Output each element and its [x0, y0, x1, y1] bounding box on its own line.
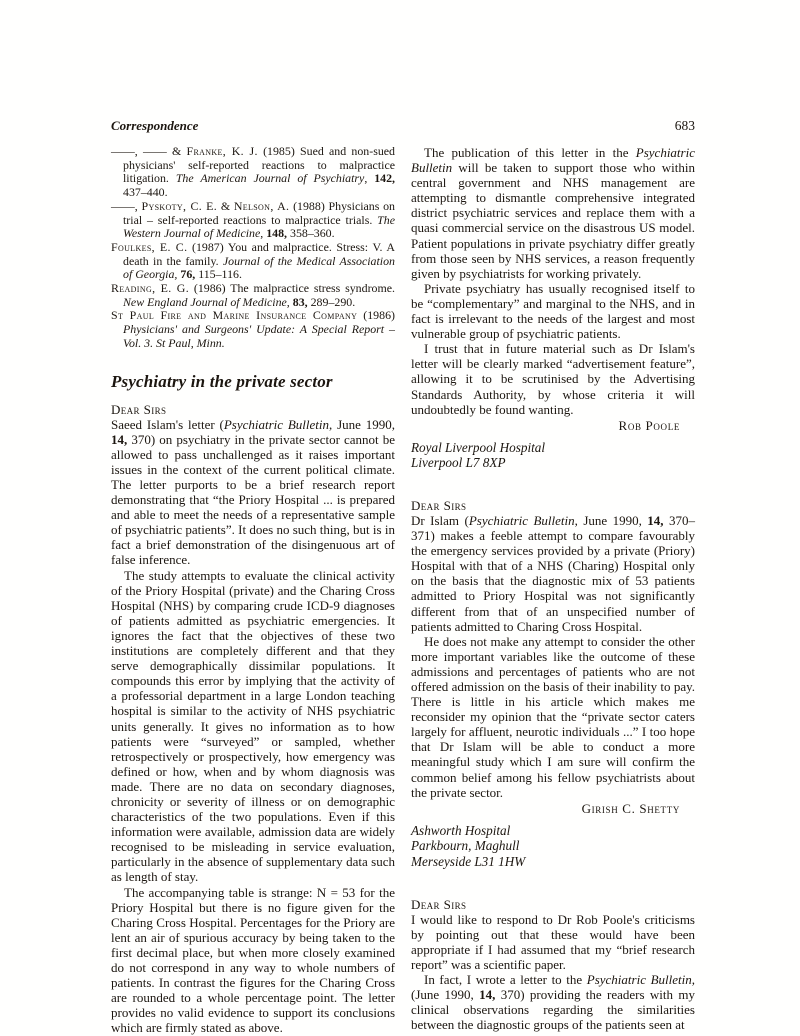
right-column — [411, 145, 695, 1035]
page-header — [111, 118, 695, 134]
body-paragraph: I would like to respond to Dr Rob Poole's criticisms by pointing out that these would have been appropriate if I had assumed that my “brief research report” was a scientific paper. — [411, 911, 695, 972]
address-line: Royal Liverpool Hospital — [411, 439, 546, 455]
signature: Girish C. Shetty — [581, 800, 680, 816]
body-paragraph: He does not make any attempt to consider the other more important variables like the outcome of these admissions and percentages of patients who are not offered admission on the basis of their inability to pay. There is little in his article which makes me reconsider my opinion that the “private sector caters largely for affluent, neurotic individuals ...” I too hope that Dr Islam will be able to conduct a more meaningful study which I am sure will confirm the common belief among his fellow psychiatrists about the private sector. — [411, 633, 695, 800]
reference-item: Foulkes, E. C. (1987) You and malpractice. Stress: V. A death in the family. Journal of the Medical Association of Georgia, 76, 115–116. — [111, 239, 396, 282]
address-line: Parkbourn, Maghull — [411, 838, 520, 854]
salutation: Dear Sirs — [111, 401, 167, 417]
salutation: Dear Sirs — [411, 497, 467, 513]
address — [411, 823, 695, 870]
body-paragraph: Private psychiatry has usually recognised itself to be “complementary” and marginal to the NHS, and in fact is irrelevant to the needs of the largest and most vulnerable group of psychiatric patients. — [411, 280, 695, 342]
body-paragraph: Dr Islam (Psychiatric Bulletin, June 1990, 14, 370–371) makes a feeble attempt to compare favourably the emergency services provided by a private (Priory) Hospital with that of a NHS (Charing) Hospital only on the basis that the diagnostic mix of 53 patients admitted to Priory Hospital was not significantly different from that of an unspecified number of patients admitted to Charing Cross Hospital. — [411, 512, 695, 634]
address-line: Liverpool L7 8XP — [411, 455, 506, 471]
address-line: Merseyside L31 1HW — [411, 853, 526, 869]
salutation: Dear Sirs — [411, 896, 467, 912]
running-head: Correspondence — [111, 118, 199, 133]
reference-item: ——, Pyskoty, C. E. & Nelson, A. (1988) Physicians on trial – self-reported reactions to malpractice trials. The Western Journal of Medicine, 148, 358–360. — [111, 198, 395, 241]
page-number: 683 — [674, 118, 695, 133]
page-content — [111, 118, 695, 1035]
two-column-layout — [111, 145, 695, 1035]
left-column — [111, 145, 395, 1035]
body-paragraph: The publication of this letter in the Psychiatric Bulletin will be taken to support those who within central government and NHS management are attempting to dismantle comprehensive integrated district psychiatric services and replace them with a quasi commercial service on the disastrous US model. Patient populations in private psychiatry differ greatly from those seen by NHS services, a reason frequently given by psychiatrists for working privately. — [411, 145, 695, 281]
body-paragraph: The study attempts to evaluate the clinical activity of the Priory Hospital (private) and the Charing Cross Hospital (NHS) by comparing crude ICD-9 diagnoses of patients admitted as psychiatric emergencies. It ignores the fact that the objectives of these two institutions are completely different and that they serve demographically dissimilar populations. It compounds this error by implying that the activity of a professorial department in a large London teaching hospital is similar to the activity of NHS psychiatric units generally. It gives no information as to how patients were “surveyed” or sampled, whether retrospectively or prospectively, how emergency was defined or how, when and by whom diagnosis was made. There are no data on secondary diagnoses, chronicity or severity of illness or on demographic characteristics of the two populations. Even if this information were available, admission data are widely recognised to be misleading in service evaluation, particularly in the absence of supplementary data such as length of stay. — [111, 567, 395, 885]
letter-title: Psychiatry in the private sector — [111, 371, 333, 391]
reference-item: ——, —— & Franke, K. J. (1985) Sued and non-sued physicians' self-reported reactions to malpractice litigation. The American Journal of Psychiatry, 142, 437–440. — [111, 144, 396, 200]
reference-item: St Paul Fire and Marine Insurance Company (1986) Physicians' and Surgeons' Update: A Special Report – Vol. 3. St Paul, Minn. — [111, 308, 395, 350]
address-line: Ashworth Hospital — [411, 822, 511, 838]
body-paragraph: The accompanying table is strange: N = 53 for the Priory Hospital but there is no figure given for the Charing Cross Hospital. Percentages for the Priory are lent an air of spurious accuracy by being taken to the first decimal place, but when more closely examined do not correspond in any way to whole numbers of patients. In contrast the figures for the Charing Cross are rounded to a whole percentage point. The letter provides no valid evidence to support its conclusions which are firmly stated as above. — [111, 884, 395, 1036]
body-paragraph: In fact, I wrote a letter to the Psychiatric Bulletin, (June 1990, 14, 370) providing the readers with my clinical observations regarding the similarities between the diagnostic groups of the patients seen at — [411, 972, 695, 1033]
body-paragraph: I trust that in future material such as Dr Islam's letter will be clearly marked “advertisement feature”, allowing it to be scrutinised by the Advertising Standards Authority, by whose criteria it will undoubtedly be found wanting. — [411, 341, 695, 417]
reference-list — [111, 145, 395, 351]
address — [411, 440, 695, 471]
body-paragraph: Saeed Islam's letter (Psychiatric Bulletin, June 1990, 14, 370) on psychiatry in the private sector cannot be allowed to pass unchallenged as it raises important issues in the context of the current political climate. The letter purports to be a brief research report demonstrating that “the Priory Hospital ... is prepared and able to meet the needs of a representative sample of psychiatric patients”. It does no such thing, but is in fact a brief demonstration of the disingenuous art of false inference. — [111, 416, 395, 568]
signature: Rob Poole — [618, 417, 680, 433]
reference-item: Reading, E. G. (1986) The malpractice stress syndrome. New England Journal of Medicine, 83, 289–290. — [111, 281, 395, 309]
